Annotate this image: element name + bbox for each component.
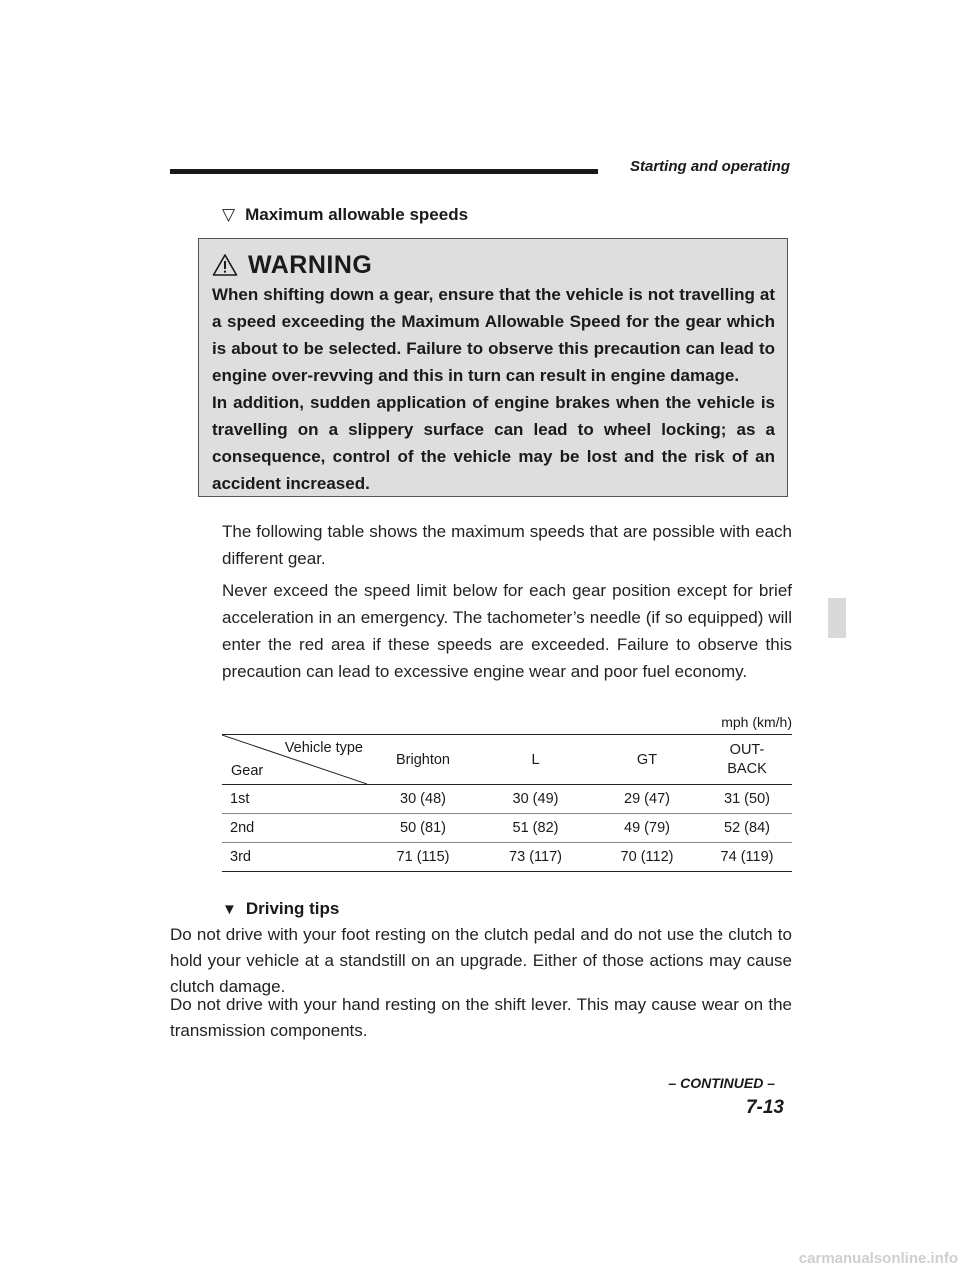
section-heading: [222, 205, 468, 225]
table-unit-label: mph (km/h): [721, 714, 792, 730]
corner-cell: [222, 735, 367, 784]
speed-cell: 30 (48): [400, 791, 446, 807]
table-header-row: [222, 735, 792, 785]
page-number: 7-13: [745, 1097, 784, 1118]
open-triangle-down-icon: ▽: [222, 205, 236, 224]
speed-cell: 51 (82): [512, 820, 559, 836]
speed-cell: 30 (49): [512, 791, 559, 807]
table-row: [222, 843, 792, 871]
gear-cell: 2nd: [230, 820, 255, 836]
tips-heading: [222, 899, 339, 919]
column-header: [702, 741, 792, 779]
warning-triangle-icon: [212, 253, 238, 277]
speed-table: [222, 734, 792, 872]
warning-title: [212, 249, 775, 281]
column-header: GT: [636, 751, 658, 768]
speed-cell: 73 (117): [509, 849, 562, 865]
column-header-line: OUT-: [729, 741, 765, 758]
header-rule: [170, 169, 598, 174]
speed-cell: 29 (47): [624, 791, 670, 807]
speed-cell: 74 (119): [720, 849, 774, 865]
table-row: [222, 814, 792, 843]
continued-label: – CONTINUED –: [668, 1075, 775, 1091]
column-header: L: [531, 751, 540, 768]
running-header: Starting and operating: [629, 158, 790, 175]
solid-triangle-down-icon: ▼: [222, 900, 237, 918]
tips-paragraph: Do not drive with your foot resting on the clutch pedal and do not use the clutch to hold your vehicle at a standstill on an upgrade. Either of those actions may cause clutch damage.: [170, 925, 792, 996]
tips-paragraph: Do not drive with your hand resting on the shift lever. This may cause wear on the transmission components.: [170, 995, 792, 1040]
warning-text: [212, 281, 775, 497]
speed-cell: 49 (79): [624, 820, 670, 836]
section-heading-text: Maximum allowable speeds: [245, 205, 469, 224]
speed-cell: 52 (84): [724, 820, 770, 836]
watermark: carmanualsonline.info: [798, 1250, 958, 1267]
warning-paragraph: In addition, sudden application of engine brakes when the vehicle is travelling on a slippery surface can lead to wheel locking; as a consequence, control of the vehicle may be lost and the risk of an accident increased.: [212, 393, 775, 493]
gear-label: Gear: [231, 763, 264, 779]
body-paragraph: The following table shows the maximum speeds that are possible with each different gear.: [222, 522, 792, 568]
speed-cell: 71 (115): [396, 849, 450, 865]
tips-heading-text: Driving tips: [245, 899, 340, 918]
warning-title-text: WARNING: [248, 250, 373, 279]
warning-paragraph: When shifting down a gear, ensure that the vehicle is not travelling at a speed exceeding the Maximum Allowable Speed for the gear which is about to be selected. Failure to observe this precaution can lead to engine over-revving and this in turn can result in engine damage.: [212, 285, 775, 385]
warning-box: [198, 238, 788, 497]
speed-cell: 70 (112): [620, 849, 674, 865]
table-row: [222, 785, 792, 814]
gear-cell: 3rd: [230, 849, 251, 865]
column-header-line: BACK: [727, 760, 767, 777]
body-paragraph: Never exceed the speed limit below for each gear position except for brief acceleration in an emergency. The tachometer’s needle (if so equipped) will enter the red area if these speeds are exceeded. Failure to observe this precaution can lead to excessive engine wear and poor fuel economy.: [222, 581, 792, 681]
column-header: Brighton: [395, 751, 450, 768]
speed-cell: 31 (50): [724, 791, 770, 807]
speed-cell: 50 (81): [400, 820, 446, 836]
gear-cell: 1st: [230, 791, 250, 807]
vehicle-type-label: Vehicle type: [284, 740, 363, 756]
chapter-tab: [828, 598, 846, 638]
